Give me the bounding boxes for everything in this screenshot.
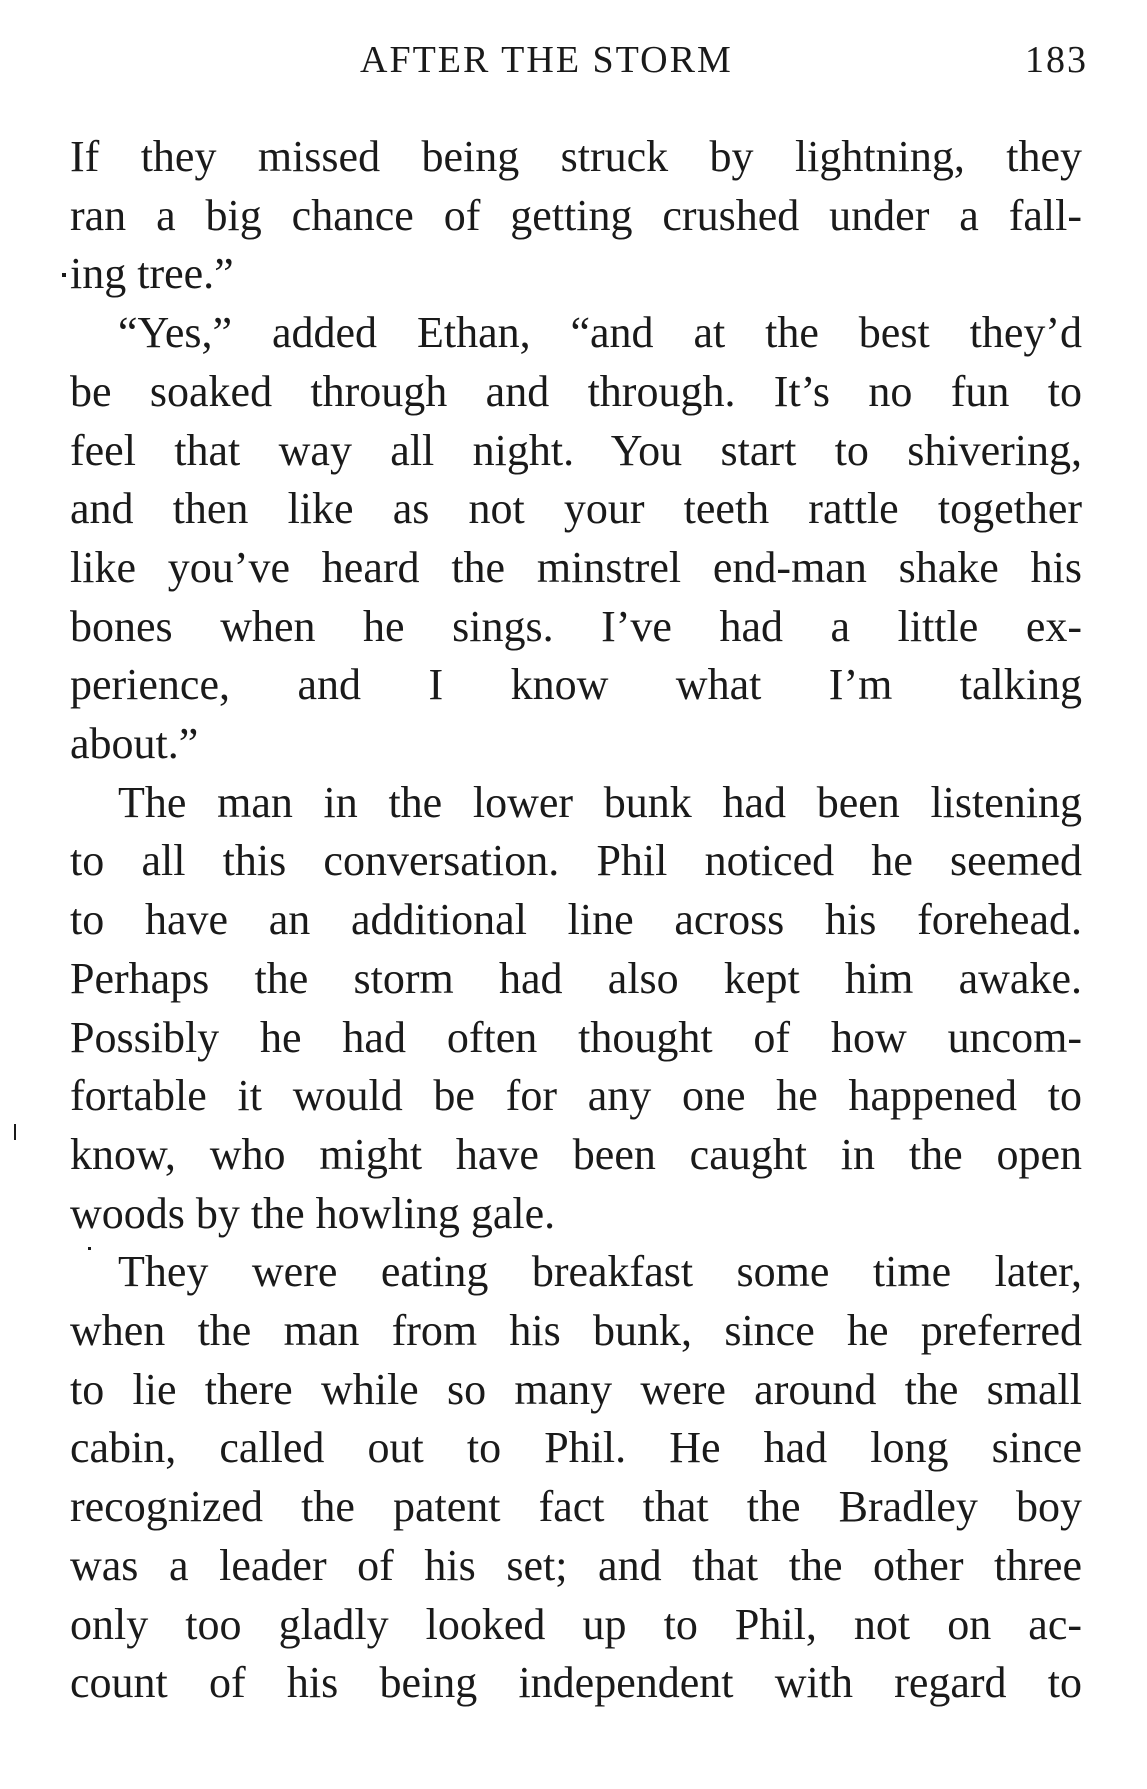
text-line: bones when he sings. I’ve had a little ex- xyxy=(70,601,1082,651)
text-line: fortable it would be for any one he happened to xyxy=(70,1071,1082,1121)
text-line: was a leader of his set; and that the other three xyxy=(70,1540,1082,1590)
text-line: be soaked through and through. It’s no fun to xyxy=(70,366,1082,416)
text-line: like you’ve heard the minstrel end-man shake his xyxy=(70,542,1082,592)
paragraph xyxy=(70,1243,1082,1713)
text-line: Perhaps the storm had also kept him awake. xyxy=(70,953,1082,1003)
text-line: and then like as not your teeth rattle together xyxy=(70,484,1082,534)
text-line: ing tree.” xyxy=(70,249,234,299)
margin-print-mark xyxy=(14,1124,16,1140)
text-line: If they missed being struck by lightning, they xyxy=(70,132,1082,181)
text-line: The man in the lower bunk had been listening xyxy=(118,777,1082,827)
text-line: to have an additional line across his forehead. xyxy=(70,895,1082,945)
running-head: AFTER THE STORM xyxy=(360,39,733,81)
body-text xyxy=(70,128,1082,1713)
text-line: Possibly he had often thought of how uncom- xyxy=(70,1012,1082,1062)
text-line: count of his being independent with regard to xyxy=(70,1658,1082,1708)
margin-print-mark xyxy=(88,1247,91,1250)
text-line: when the man from his bunk, since he preferred xyxy=(70,1306,1082,1356)
page-number: 183 xyxy=(1025,39,1088,81)
text-line: to lie there while so many were around the small xyxy=(70,1364,1082,1414)
paragraph xyxy=(70,128,1082,304)
paragraph xyxy=(70,774,1082,1244)
text-line: to all this conversation. Phil noticed he seemed xyxy=(70,836,1082,886)
text-line: woods by the howling gale. xyxy=(70,1188,556,1238)
margin-print-mark xyxy=(62,273,66,277)
text-line: about.” xyxy=(70,719,199,769)
text-line: cabin, called out to Phil. He had long since xyxy=(70,1423,1082,1473)
text-line: They were eating breakfast some time later, xyxy=(118,1247,1082,1297)
text-line: feel that way all night. You start to shivering, xyxy=(70,425,1082,475)
paragraph xyxy=(70,304,1082,774)
text-line: recognized the patent fact that the Bradley boy xyxy=(70,1482,1082,1532)
text-line: know, who might have been caught in the open xyxy=(70,1129,1082,1179)
text-line: only too gladly looked up to Phil, not on ac- xyxy=(70,1599,1082,1649)
text-line: perience, and I know what I’m talking xyxy=(70,660,1082,710)
text-line: ran a big chance of getting crushed under a fall- xyxy=(70,190,1082,240)
page-header xyxy=(0,38,1147,98)
text-line: “Yes,” added Ethan, “and at the best they’d xyxy=(118,308,1082,358)
